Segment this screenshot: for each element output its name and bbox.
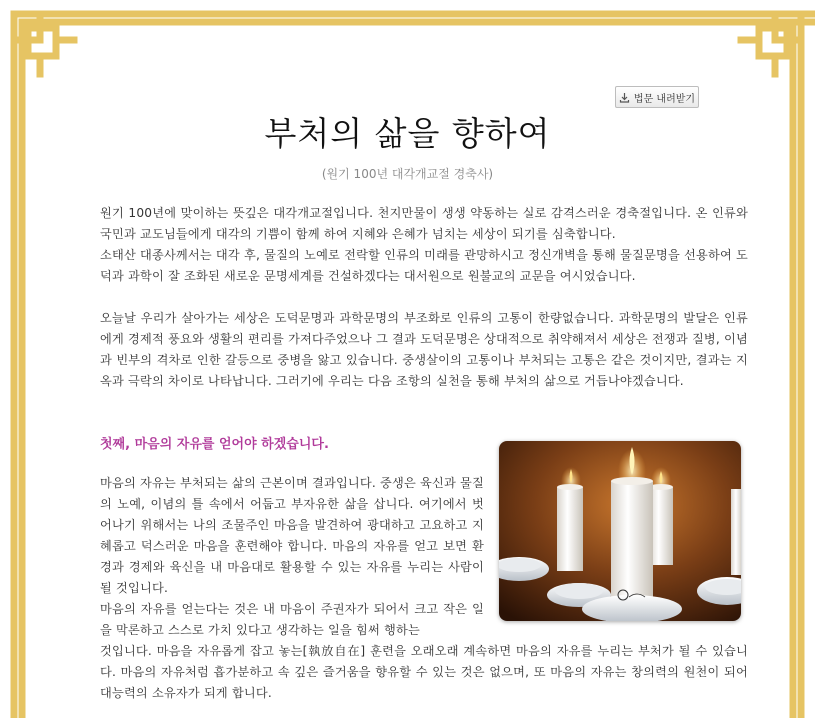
- download-sermon-button[interactable]: [615, 86, 699, 108]
- paragraph-intro: 원기 100년에 맞이하는 뜻깊은 대각개교절입니다. 천지만물이 생생 약동하는 실로 감격스러운 경축절입니다. 온 인류와 국민과 교도님들에게 대각의 기쁨이 함께 하여 지혜와 은혜가 넘치는 세상이 되기를 심축합니다.: [100, 206, 748, 241]
- paragraph-founder: 소태산 대종사께서는 대각 후, 물질의 노예로 전락할 인류의 미래를 관망하시고 정신개벽을 통해 물질문명을 선용하여 도덕과 과학이 잘 조화된 새로운 문명세계를 건설하겠다는 대서원으로 원불교의 교문을 여시었습니다.: [100, 248, 748, 283]
- candles-photo: [499, 441, 741, 621]
- candles-image: [499, 441, 741, 621]
- download-button-label: 법문 내려받기: [633, 93, 696, 105]
- download-icon: [619, 92, 630, 103]
- page-title: 부처의 삶을 향하여: [264, 114, 551, 153]
- paragraph-freedom: 마음의 자유는 부처되는 삶의 근본이며 결과입니다. 중생은 육신과 물질의 노예, 이념의 틀 속에서 어둡고 부자유한 삶을 삽니다. 여기에서 벗어나기 위해서는 나의 조물주인 마음을 발견하여 광대하고 고요하고 지혜롭고 덕스러운 마음을 훈련해야 합니다. 마음의 자유를 얻고 보면 환경과 경제와 육신을 내 마음대로 활용할 수 있는 자유를 누리는 사람이 될 것입니다.: [100, 476, 484, 595]
- paragraph-freedom-2b: 것입니다. 마음을 자유롭게 잡고 놓는[執放自在] 훈련을 오래오래 계속하면 마음의 자유를 누리는 부처가 될 수 있습니다. 마음의 자유처럼 흡가분하고 속 깊은 즐거움을 향유할 수 있는 것은 없으며, 또 마음의 자유는 창의력의 원천이 되어 대능력의 소유자가 되게 합니다.: [100, 644, 748, 700]
- paragraph-freedom-2a: 마음의 자유를 얻는다는 것은 내 마음이 주권자가 되어서 크고 작은 일을 막론하고 스스로 가치 있다고 생각하는 일을 힘써 행하는: [100, 602, 484, 637]
- paragraph-world: 오늘날 우리가 살아가는 세상은 도덕문명과 과학문명의 부조화로 인류의 고통이 한량없습니다. 과학문명의 발달은 인류에게 경제적 풍요와 생활의 편리를 가져다주었으나 그 결과 도덕문명은 상대적으로 취약해져서 세상은 전쟁과 질병, 이념과 빈부의 격차로 인한 갈등으로 중병을 앓고 있습니다. 중생살이의 고통이나 부처되는 고통은 같은 것이지만, 결과는 지옥과 극락의 차이로 나타납니다. 그러기에 우리는 다음 조항의 실천을 통해 부처의 삶으로 거듭나야겠습니다.: [100, 311, 748, 388]
- page-subtitle: (원기 100년 대각개교절 경축사): [321, 167, 494, 181]
- section-heading-freedom: 첫째, 마음의 자유를 얻어야 하겠습니다.: [100, 437, 329, 452]
